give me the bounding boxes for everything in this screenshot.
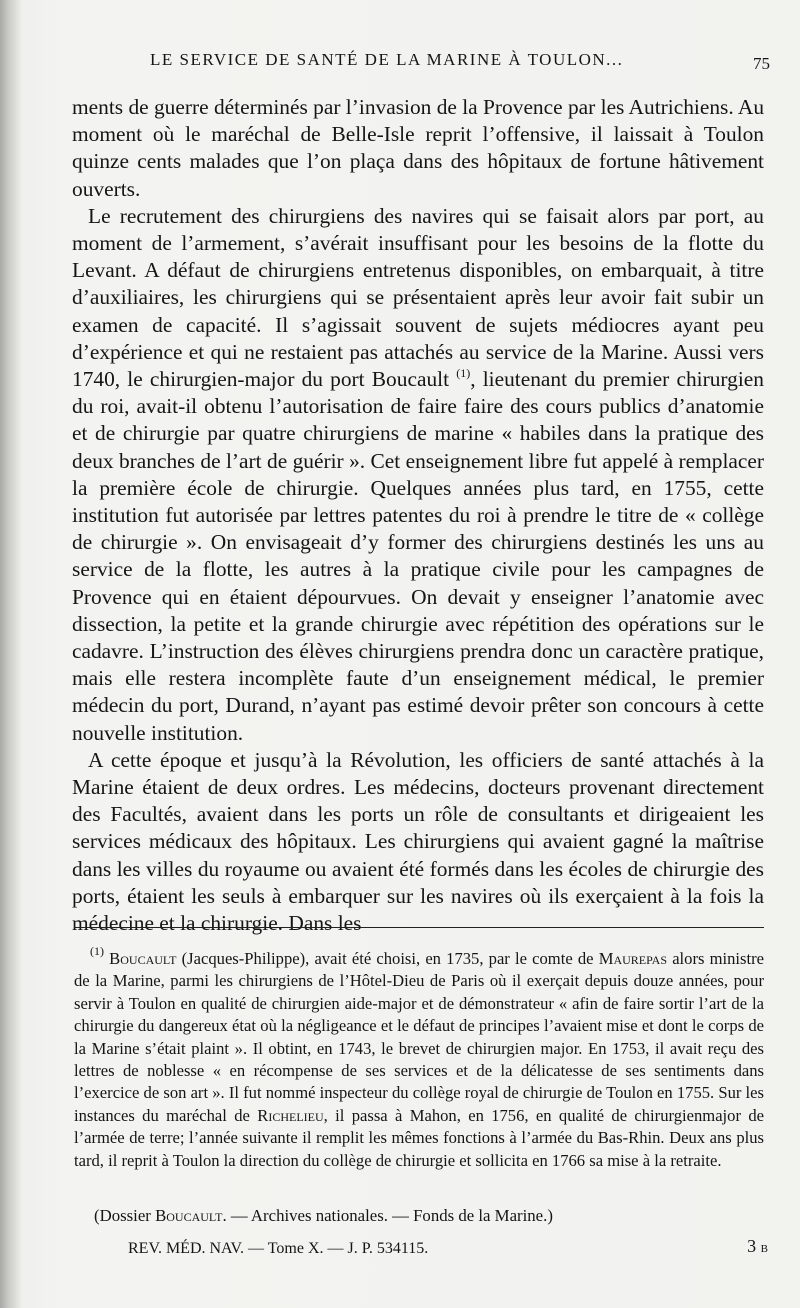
source-prefix: (Dossier — [94, 1206, 156, 1225]
paragraph-3: A cette époque et jusqu’à la Révolution, les officiers de santé attachés à la Marine étaient de deux ordres. Les médecins, docteurs provenant directement des Facultés, avaient dans les ports un rôle de consultants et dirigeaient les services médicaux des hôpitaux. Les chirurgiens qui avaient gagné la maîtrise dans les villes du royaume ou avaient été formés dans les écoles de chirurgie des ports, étaient les seuls à embarquer sur les navires où ils exerçaient à la fois la médecine et la chirurgie. Dans les — [72, 747, 764, 936]
signature-number: 3 — [747, 1236, 757, 1256]
footnote-text-2: alors ministre de la Marine, parmi les chirurgiens de l’Hôtel-Dieu de Paris où il exerçait depuis douze années, pour servir à Toulon en qualité de chirurgien aide-major et de démonstrateur « afin de faire sortir l’art de la chirurgie du dangereux état où la négligeance et le défaut de principes l’avaient mise et dont le corps de la Marine s’était plaint ». Il obtint, en 1743, le brevet de chirurgien major. En 1753, il avait reçu des lettres de noblesse « en récompense de ses services et de la délicatesse de ses sentiments dans l’exercice de son art ». Il fut nommé inspecteur du collège royal de chirurgie de Toulon en 1755. Sur les instances du maréchal de — [74, 949, 765, 1125]
paragraph-2 — [72, 203, 764, 747]
footnote-reference: (1) — [456, 366, 471, 381]
page-number: 75 — [753, 54, 770, 73]
footnote — [74, 944, 765, 1172]
footnote-name-maurepas: Maurepas — [598, 949, 668, 968]
book-spine-shadow — [0, 0, 22, 1308]
signature-mark — [747, 1236, 768, 1257]
signature-letter: B — [760, 1243, 768, 1255]
footnote-name-richelieu: Richelieu — [257, 1105, 324, 1125]
paragraph-1: ments de guerre déterminés par l’invasion de la Provence par les Autrichiens. Au moment où le maréchal de Belle-Isle reprit l’offensive, il laissait à Toulon quinze cents malades que l’on plaça dans des hôpitaux de fortune hâtivement ouverts. — [72, 95, 765, 201]
footnote-paragraph — [74, 944, 765, 1172]
journal-abbrev: REV. MÉD. NAV. — [128, 1240, 245, 1257]
source-rest: . — Archives nationales. — Fonds de la Marine.) — [222, 1206, 553, 1225]
footnote-marker: (1) — [90, 944, 104, 958]
footnote-name-boucault: Boucault — [109, 949, 177, 968]
footnote-text-1: (Jacques-Philippe), avait été choisi, en 1735, par le comte de — [176, 949, 599, 968]
main-text — [72, 94, 764, 937]
printer-line — [128, 1236, 768, 1258]
footnote-rule — [74, 927, 764, 928]
source-name: Boucault — [155, 1206, 223, 1225]
paragraph-2-text-a: Le recrutement des chirurgiens des navires qui se faisait alors par port, au moment de l’armement, s’avérait insuffisant pour les besoins de la flotte du Levant. A défaut de chirurgiens entretenus disponibles, on embarquait, à titre d’auxiliaires, les chirurgiens qui se présentaient après leur avoir fait subir un examen de capacité. Il s’agissait souvent de sujets médiocres ayant peu d’expérience et qui ne restaient pas attachés au service de la Marine. Aussi vers 1740, le chirurgien-major du port Boucault — [72, 203, 764, 392]
source-citation — [94, 1206, 774, 1226]
running-title: LE SERVICE DE SANTÉ DE LA MARINE À TOULON... — [150, 50, 624, 69]
paragraph-2-text-b: , lieutenant du premier chirurgien du roi, avait-il obtenu l’autorisation de faire faire des cours publics d’anatomie et de chirurgie par quatre chirurgiens de marine « habiles dans la pratique des deux branches de l’art de guérir ». Cet enseignement libre fut appelé à remplacer la première école de chirurgie. Quelques années plus tard, en 1755, cette institution fut autorisée par lettres patentes du roi à prendre le titre de « collège de chirurgie ». On envisageait d’y former des chirurgiens destinés les uns au service de la flotte, les autres à la pratique civile pour les campagnes de Provence qui en étaient dépourvues. On devait y enseigner l’anatomie avec dissection, la petite et la grande chirurgie avec répétition des opérations sur le cadavre. L’instruction des élèves chirurgiens prendra donc un caractère pratique, mais elle restera incomplète faute d’un enseignement médical, le premier médecin du port, Durand, n’ayant pas estimé devoir prêter son concours à cette nouvelle institution. — [72, 367, 764, 745]
volume-info: — Tome X. — J. P. 534115. — [248, 1240, 429, 1257]
footnote-text-3: , il passa à Mahon, en 1756, en qualité de chirurgienmajor de l’armée de terre; l’année suivante il remplit les mêmes fonctions à l’armée du Bas-Rhin. Deux ans plus tard, il reprit à Toulon la direction du collège de chirurgie et sollicita en 1766 sa mise à la retraite. — [74, 1105, 765, 1170]
